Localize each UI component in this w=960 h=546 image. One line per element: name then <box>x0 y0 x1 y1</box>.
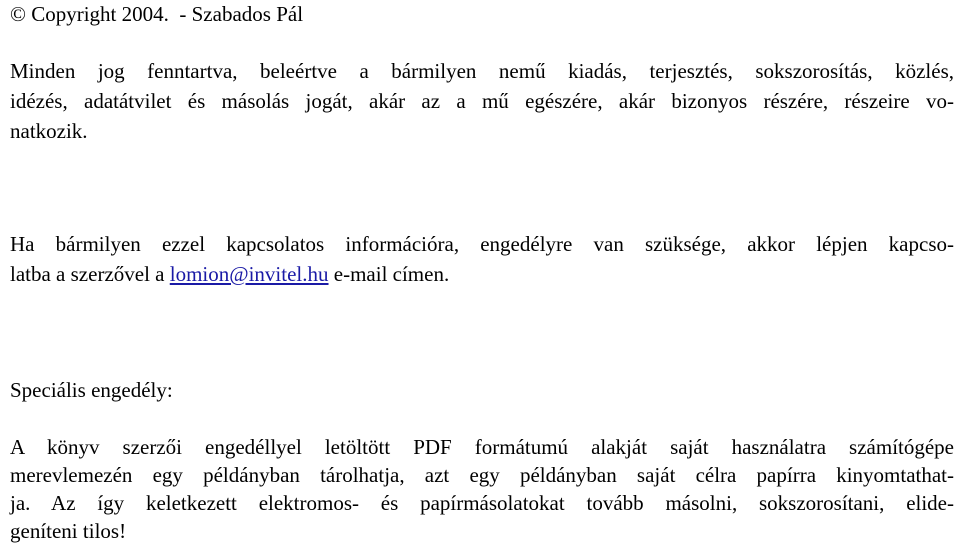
rights-line-1: Minden jog fenntartva, beleértve a bármilyen nemű kiadás, terjesztés, sokszorosítás, közlés, <box>10 59 954 83</box>
contact-prefix: latba a szerzővel a <box>10 262 170 286</box>
special-line-2: merevlemezén egy példányban tárolhatja, azt egy példányban saját célra papírra kinyomtathat- <box>10 463 954 487</box>
copyright-symbol: © <box>10 2 26 26</box>
copyright-line <box>10 1 303 28</box>
special-line-1: A könyv szerzői engedéllyel letöltött PDF formátumú alakját saját használatra számítógépe <box>10 435 954 459</box>
contact-line-2 <box>10 261 449 288</box>
rights-line-2: idézés, adatátvilet és másolás jogát, akár az a mű egészére, akár bizonyos részére, részeire vo- <box>10 89 954 113</box>
special-line-3: ja. Az így keletkezett elektromos- és papírmásolatokat tovább másolni, sokszorosítani, elide- <box>10 491 954 515</box>
email-link[interactable]: lomion@invitel.hu <box>169 262 329 286</box>
rights-line-3: natkozik. <box>10 119 88 143</box>
copyright-text: Copyright 2004. - Szabados Pál <box>31 2 304 26</box>
special-line-4: geníteni tilos! <box>10 519 127 543</box>
contact-line-1: Ha bármilyen ezzel kapcsolatos információra, engedélyre van szüksége, akkor lépjen kapcso- <box>10 232 954 256</box>
contact-suffix: e-mail címen. <box>328 262 450 286</box>
special-heading: Speciális engedély: <box>10 378 173 402</box>
